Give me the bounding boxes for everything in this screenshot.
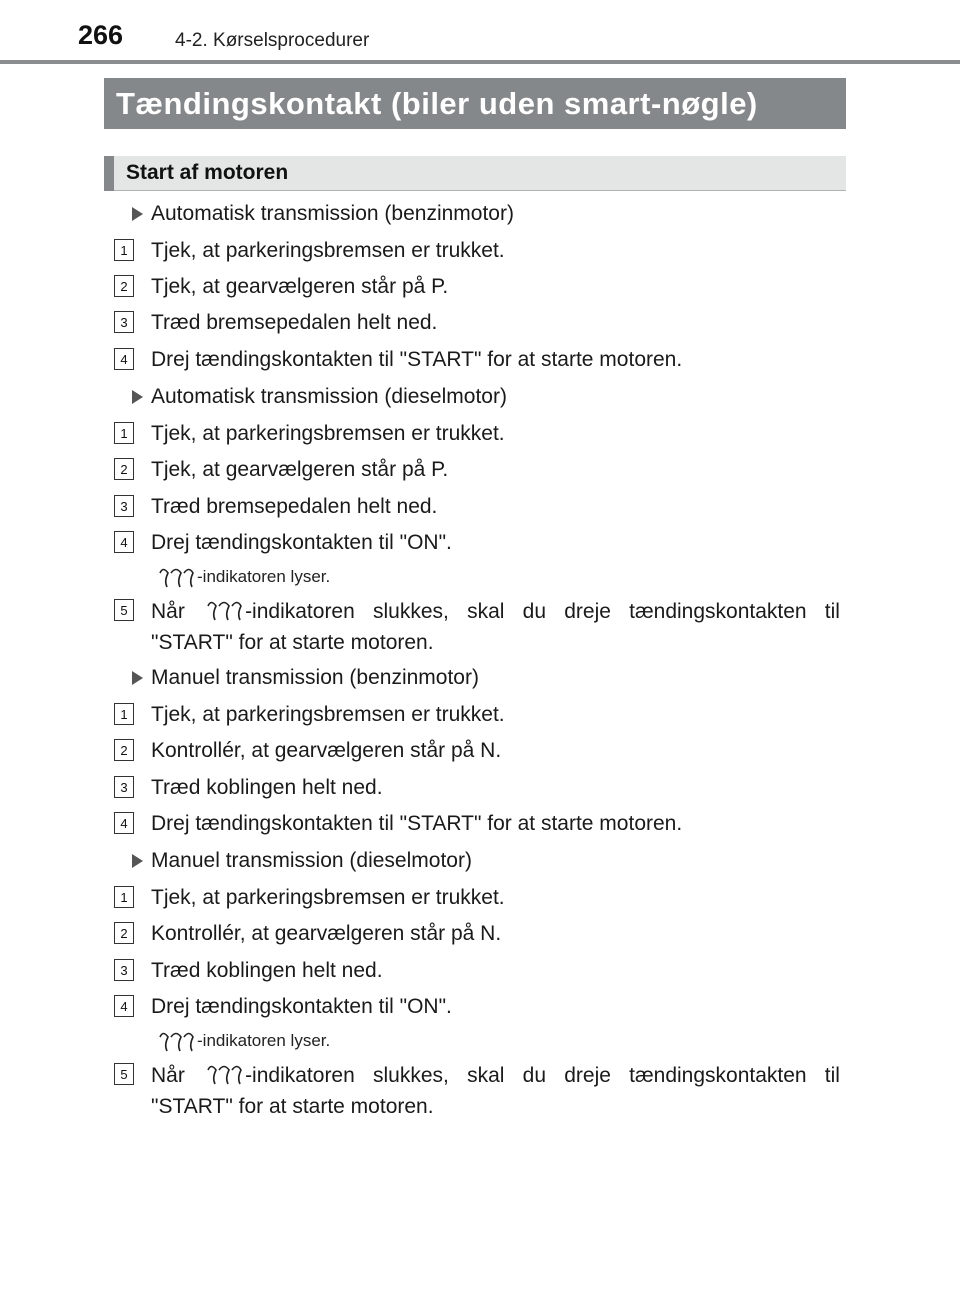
- header-rule: [0, 60, 960, 64]
- step-row: [0, 992, 960, 1022]
- group-heading: [0, 846, 960, 876]
- step-number: 2: [114, 458, 134, 480]
- step-row: [0, 883, 960, 913]
- step-number: 5: [114, 1063, 134, 1085]
- indicator-note: [155, 565, 330, 589]
- step-prefix: Når: [151, 1064, 185, 1087]
- step-text: Træd bremsepedalen helt ned.: [151, 495, 438, 518]
- section-bar: [104, 156, 114, 191]
- step-text: Tjek, at gearvælgeren står på P.: [151, 458, 449, 481]
- group-heading: [0, 199, 960, 229]
- step-row: [0, 455, 960, 485]
- glow-plug-indicator-icon: [203, 598, 245, 622]
- step-row: [0, 345, 960, 375]
- step-number: 1: [114, 886, 134, 908]
- step-row: [0, 528, 960, 558]
- step-prefix: Når: [151, 600, 185, 623]
- step-number: 4: [114, 995, 134, 1017]
- step-text: Træd bremsepedalen helt ned.: [151, 311, 438, 334]
- step-number: 5: [114, 599, 134, 621]
- step-number: 2: [114, 922, 134, 944]
- step-row: [0, 272, 960, 302]
- step-text: Kontrollér, at gearvælgeren står på N.: [151, 739, 502, 762]
- step-text: Kontrollér, at gearvælgeren står på N.: [151, 922, 502, 945]
- step-row: [0, 956, 960, 986]
- step-text: Drej tændingskontakten til "START" for at starte motoren.: [151, 348, 683, 371]
- step-text: Tjek, at parkeringsbremsen er trukket.: [151, 422, 505, 445]
- page-number: 266: [78, 20, 124, 50]
- step-text: Tjek, at parkeringsbremsen er trukket.: [151, 239, 505, 262]
- step-row: [0, 236, 960, 266]
- step-number: 2: [114, 739, 134, 761]
- glow-plug-indicator-icon: [155, 1029, 197, 1053]
- step-number: 3: [114, 776, 134, 798]
- triangle-arrow-icon: [132, 390, 143, 404]
- step-text: Tjek, at parkeringsbremsen er trukket.: [151, 886, 505, 909]
- group-heading-text: Manuel transmission (dieselmotor): [151, 849, 472, 872]
- indicator-note: [155, 1029, 330, 1053]
- step-number: 2: [114, 275, 134, 297]
- section-heading: [104, 156, 846, 191]
- step-number: 4: [114, 348, 134, 370]
- glow-plug-indicator-icon: [155, 565, 197, 589]
- step-row: [0, 919, 960, 949]
- step-text: -indikatoren slukkes, skal du dreje tændingskontakten til "START" for at starte motoren.: [151, 600, 840, 654]
- step-text: -indikatoren slukkes, skal du dreje tændingskontakten til "START" for at starte motoren.: [151, 1064, 840, 1118]
- step-number: 1: [114, 239, 134, 261]
- step-row: [0, 773, 960, 803]
- step-number: 1: [114, 703, 134, 725]
- step-row: [0, 700, 960, 730]
- step-number: 4: [114, 812, 134, 834]
- step-text: Tjek, at gearvælgeren står på P.: [151, 275, 449, 298]
- step-number: 3: [114, 495, 134, 517]
- step-number: 3: [114, 311, 134, 333]
- step-text: Træd koblingen helt ned.: [151, 959, 383, 982]
- section-title: Start af motoren: [126, 161, 289, 184]
- page-title: Tændingskontakt (biler uden smart-nøgle): [116, 85, 758, 121]
- step-row: [0, 736, 960, 766]
- step-number: 1: [114, 422, 134, 444]
- note-text: -indikatoren lyser.: [197, 567, 331, 586]
- step-text: Drej tændingskontakten til "ON".: [151, 995, 452, 1018]
- step-text: Drej tændingskontakten til "START" for at starte motoren.: [151, 812, 683, 835]
- chapter-title: 4-2. Kørselsprocedurer: [175, 30, 370, 51]
- step-text: Drej tændingskontakten til "ON".: [151, 531, 452, 554]
- group-heading: [0, 382, 960, 412]
- step-row: [0, 809, 960, 839]
- group-heading-text: Automatisk transmission (benzinmotor): [151, 202, 514, 225]
- step-row: [0, 308, 960, 338]
- glow-plug-indicator-icon: [203, 1062, 245, 1086]
- note-text: -indikatoren lyser.: [197, 1031, 331, 1050]
- step-paragraph: [151, 596, 840, 658]
- group-heading-text: Automatisk transmission (dieselmotor): [151, 385, 507, 408]
- step-row: [0, 492, 960, 522]
- step-number: 3: [114, 959, 134, 981]
- step-number: 4: [114, 531, 134, 553]
- step-row: [0, 419, 960, 449]
- group-heading-text: Manuel transmission (benzinmotor): [151, 666, 479, 689]
- step-text: Træd koblingen helt ned.: [151, 776, 383, 799]
- triangle-arrow-icon: [132, 207, 143, 221]
- step-paragraph: [151, 1060, 840, 1122]
- page-title-box: [104, 78, 846, 129]
- step-text: Tjek, at parkeringsbremsen er trukket.: [151, 703, 505, 726]
- triangle-arrow-icon: [132, 671, 143, 685]
- triangle-arrow-icon: [132, 854, 143, 868]
- group-heading: [0, 663, 960, 693]
